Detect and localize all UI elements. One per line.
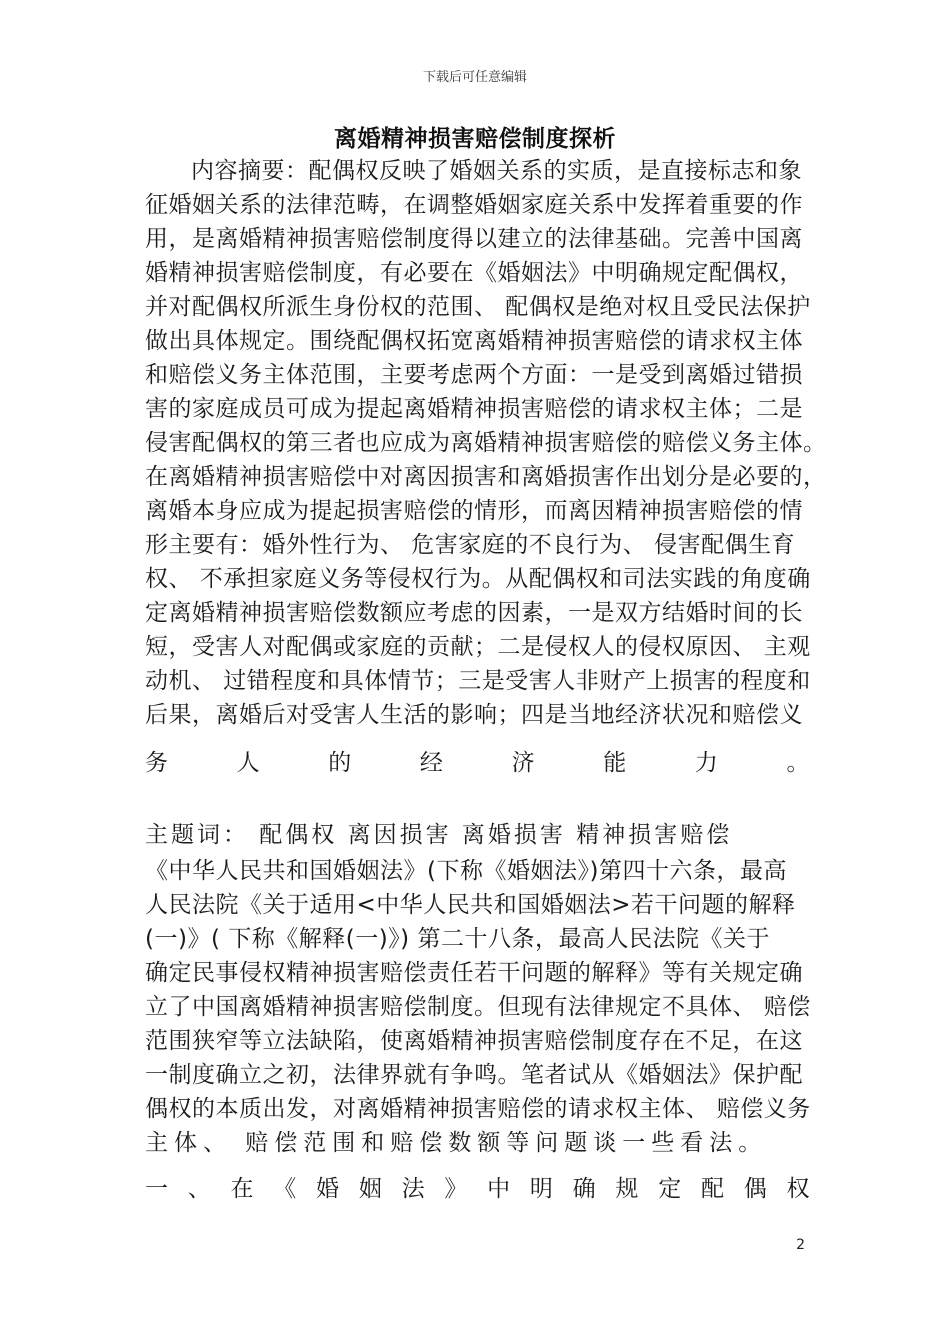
body-line: (一)》( 下称《解释(一)》) 第二十八条，最高人民法院《关于 xyxy=(145,926,770,952)
body-line: 偶权的本质出发，对离婚精神损害赔偿的请求权主体、 赔偿义务 xyxy=(145,1096,811,1122)
document-title: 离婚精神损害赔偿制度探析 xyxy=(334,126,616,152)
keywords-line: 主题词： 配偶权 离因损害 离婚损害 精神损害赔偿 xyxy=(145,822,733,848)
body-line: 立了中国离婚精神损害赔偿制度。但现有法律规定不具体、 赔偿 xyxy=(145,994,811,1020)
abstract-line: 婚精神损害赔偿制度，有必要在《婚姻法》中明确规定配偶权， xyxy=(145,260,803,286)
abstract-line: 后果，离婚后对受害人生活的影响；四是当地经济状况和赔偿义 xyxy=(145,702,803,728)
abstract-line: 内容摘要：配偶权反映了婚姻关系的实质，是直接标志和象 xyxy=(191,158,802,184)
abstract-line: 定离婚精神损害赔偿数额应考虑的因素，一是双方结婚时间的长 xyxy=(145,600,803,626)
abstract-line: 侵害配偶权的第三者也应成为离婚精神损害赔偿的赔偿义务主体。 xyxy=(145,430,827,456)
abstract-line: 征婚姻关系的法律范畴，在调整婚姻家庭关系中发挥着重要的作 xyxy=(145,192,803,218)
abstract-line: 短，受害人对配偶或家庭的贡献；二是侵权人的侵权原因、 主观 xyxy=(145,634,811,660)
page-number: 2 xyxy=(796,1237,805,1253)
page-header: 下载后可任意编辑 xyxy=(422,70,527,85)
abstract-line: 离婚本身应成为提起损害赔偿的情形，而离因精神损害赔偿的情 xyxy=(145,498,803,524)
abstract-line: 动机、 过错程度和具体情节；三是受害人非财产上损害的程度和 xyxy=(145,668,811,694)
abstract-line: 在离婚精神损害赔偿中对离因损害和离婚损害作出划分是必要的， xyxy=(145,464,827,490)
abstract-line: 并对配偶权所派生身份权的范围、 配偶权是绝对权且受民法保护 xyxy=(145,294,811,320)
body-line: 人民法院《关于适用<中华人民共和国婚姻法>若干问题的解释 xyxy=(145,892,796,918)
abstract-line: 用，是离婚精神损害赔偿制度得以建立的法律基础。完善中国离 xyxy=(145,226,803,252)
abstract-line: 和赔偿义务主体范围，主要考虑两个方面：一是受到离婚过错损 xyxy=(145,362,803,388)
body-line: 确定民事侵权精神损害赔偿责任若干问题的解释》等有关规定确 xyxy=(145,960,803,986)
body-line: 主体、 赔偿范围和赔偿数额等问题谈一些看法。 xyxy=(145,1130,768,1156)
section-heading: 一 、 在 《 婚 姻 法 》 中 明 确 规 定 配 偶 权 xyxy=(145,1176,810,1202)
body-line: 《中华人民共和国婚姻法》(下称《婚姻法》)第四十六条，最高 xyxy=(145,858,787,884)
abstract-line: 做出具体规定。围绕配偶权拓宽离婚精神损害赔偿的请求权主体 xyxy=(145,328,803,354)
body-line: 一制度确立之初，法律界就有争鸣。笔者试从《婚姻法》保护配 xyxy=(145,1062,803,1088)
abstract-line: 害的家庭成员可成为提起离婚精神损害赔偿的请求权主体；二是 xyxy=(145,396,803,422)
abstract-line-spread: 务 人 的 经 济 能 力 。 xyxy=(145,750,810,776)
abstract-line: 权、 不承担家庭义务等侵权行为。从配偶权和司法实践的角度确 xyxy=(145,566,811,592)
abstract-line: 形主要有：婚外性行为、 危害家庭的不良行为、 侵害配偶生育 xyxy=(145,532,796,558)
body-line: 范围狭窄等立法缺陷，使离婚精神损害赔偿制度存在不足，在这 xyxy=(145,1028,803,1054)
